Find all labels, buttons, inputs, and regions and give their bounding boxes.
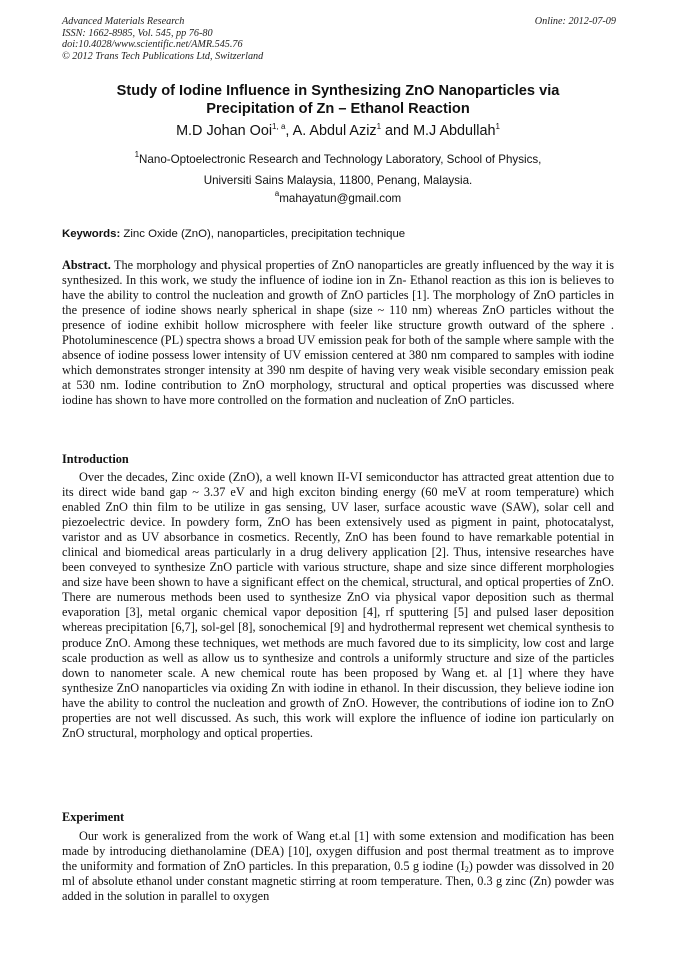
author-3-name: M.J Abdullah [413, 123, 496, 139]
journal-name: Advanced Materials Research [62, 16, 185, 27]
title-line-1: Study of Iodine Influence in Synthesizing ZnO Nanoparticles via [116, 83, 560, 99]
affiliation-line-1 [62, 150, 614, 171]
doi-line: doi:10.4028/www.scientific.net/AMR.545.76 [62, 39, 243, 51]
introduction-paragraph: Over the decades, Zinc oxide (ZnO), a well known II-VI semiconductor has attracted great attention due to its direct wide band gap ~ 3.37 eV and high exciton binding energy (60 meV at room temperature) which enabled ZnO thin film to be utilize in gas sensing, UV laser, surface acoustic wave (SAW), solar cell and piezoelectric device. In powdery form, ZnO has been extensively used as pigment in paint, photocatalyst, varistor and as UV absorbance in cosmetics. Recently, ZnO has been found to have remarkable potential in clinical and biomedical areas particularly in a drug delivery application [2]. Thus, intensive researches have been conveyed to synthesize ZnO particle with various structure, shape and size since different morphologies and size have been shown to have a significant effect on the chemical, structural, and optical properties of ZnO. There are numerous methods been used to synthesize ZnO via physical vapor deposition such as thermal evaporation [3], metal organic chemical vapor deposition [4], rf sputtering [5] and pulsed laser deposition whereas precipitation [6,7], sol-gel [8], sonochemical [9] and hydrothermal represent wet chemical synthesis to produce ZnO. Among these techniques, wet methods are much favored due to its simplicity, low cost and large scale production as well as allow us to synthesize and controls a uniformly structure and size of the particles down to nanometer scale. A new chemical route has been proposed by Wang et. al [1] where they have synthesize ZnO nanoparticles via oxiding Zn with iodine in ethanol. In their discussion, they believe iodine ion have the ability to control the nucleation and growth of ZnO. However, the contributions of iodine ion to ZnO properties are not well discussed. As such, this work will explore the influence of iodine ion particularly on ZnO structural, morphology and optical properties. [62, 470, 614, 740]
author-2-name: A. Abdul Aziz [292, 123, 377, 139]
experiment-text-b: ) powder was dissolved in 20 ml of absolute ethanol under constant magnetic stirring at room temperature. Then, 0.3 g zinc (Zn) powder was added in the solution in parallel to oxygen [62, 859, 614, 904]
author-2-affiliation-mark: 1 [376, 122, 382, 131]
iodine-subscript: 2 [464, 865, 469, 875]
abstract-label: Abstract. [62, 258, 111, 272]
paper-title [62, 83, 614, 119]
affiliation-mark: 1 [134, 150, 140, 159]
keywords-label: Keywords: [62, 228, 121, 240]
abstract-text: The morphology and physical properties of ZnO nanoparticles are greatly influenced by the way it is synthesized. In this work, we study the influence of iodine ion in Zn- Ethanol reaction as this ion is believes to have the ability to control the nucleation and growth of ZnO particles [1]. The morphology of ZnO particles in the presence of iodine shows nearly spherical in shape (size ~ 110 nm) whereas ZnO particles without the presence of iodine exhibit hollow microsphere with feeler like structure growth outward of the sphere . Photoluminescence (PL) spectra shows a broad UV emission peak for both of the sample where sample with the absence of iodine possess lower intensity of UV emission centered at 380 nm compared to samples with iodine which demonstrates stronger intensity at 390 nm despite of having very weak visible secondary emission peak at 530 nm. Iodine contribution to ZnO morphology, structural and optical properties was discussed where iodine has shown to have more controlled on the formation and nucleation of ZnO particles. [62, 258, 614, 408]
abstract-paragraph [62, 258, 614, 408]
online-date: Online: 2012-07-09 [534, 16, 616, 27]
introduction-heading: Introduction [62, 452, 129, 466]
affiliation [62, 150, 614, 191]
email-mark: a [274, 189, 280, 198]
issn-line: ISSN: 1662-8985, Vol. 545, pp 76-80 [62, 27, 213, 39]
author-3-affiliation-mark: 1 [495, 122, 500, 131]
experiment-text-a: Our work is generalized from the work of Wang et.al [1] with some extension and modification has been made by introducing diethanolamine (DEA) [10], oxygen diffusion and post thermal treatment as to improve the uniformity and formation of ZnO particles. In this preparation, 0.5 g iodine (I [62, 829, 614, 874]
contact-email [62, 189, 614, 206]
affiliation-line-1-text: Nano-Optoelectronic Research and Technology Laboratory, School of Physics, [139, 153, 542, 166]
keywords [62, 227, 614, 241]
author-1-name: M.D Johan Ooi [176, 123, 273, 139]
title-line-2: Precipitation of Zn – Ethanol Reaction [206, 100, 470, 117]
author-separator-2: and [381, 123, 414, 139]
keywords-text: Zinc Oxide (ZnO), nanoparticles, precipitation technique [120, 228, 406, 240]
author-1-affiliation-mark: 1, a [272, 122, 286, 131]
author-list [62, 122, 614, 140]
affiliation-line-2: Universiti Sains Malaysia, 11800, Penang, Malaysia. [203, 173, 473, 187]
author-separator-1: , [285, 123, 293, 139]
copyright-line: © 2012 Trans Tech Publications Ltd, Switzerland [62, 50, 264, 62]
journal-metadata [62, 16, 263, 62]
experiment-heading: Experiment [62, 810, 125, 824]
email-address: mahayatun@gmail.com [279, 192, 402, 205]
experiment-paragraph [62, 829, 614, 904]
